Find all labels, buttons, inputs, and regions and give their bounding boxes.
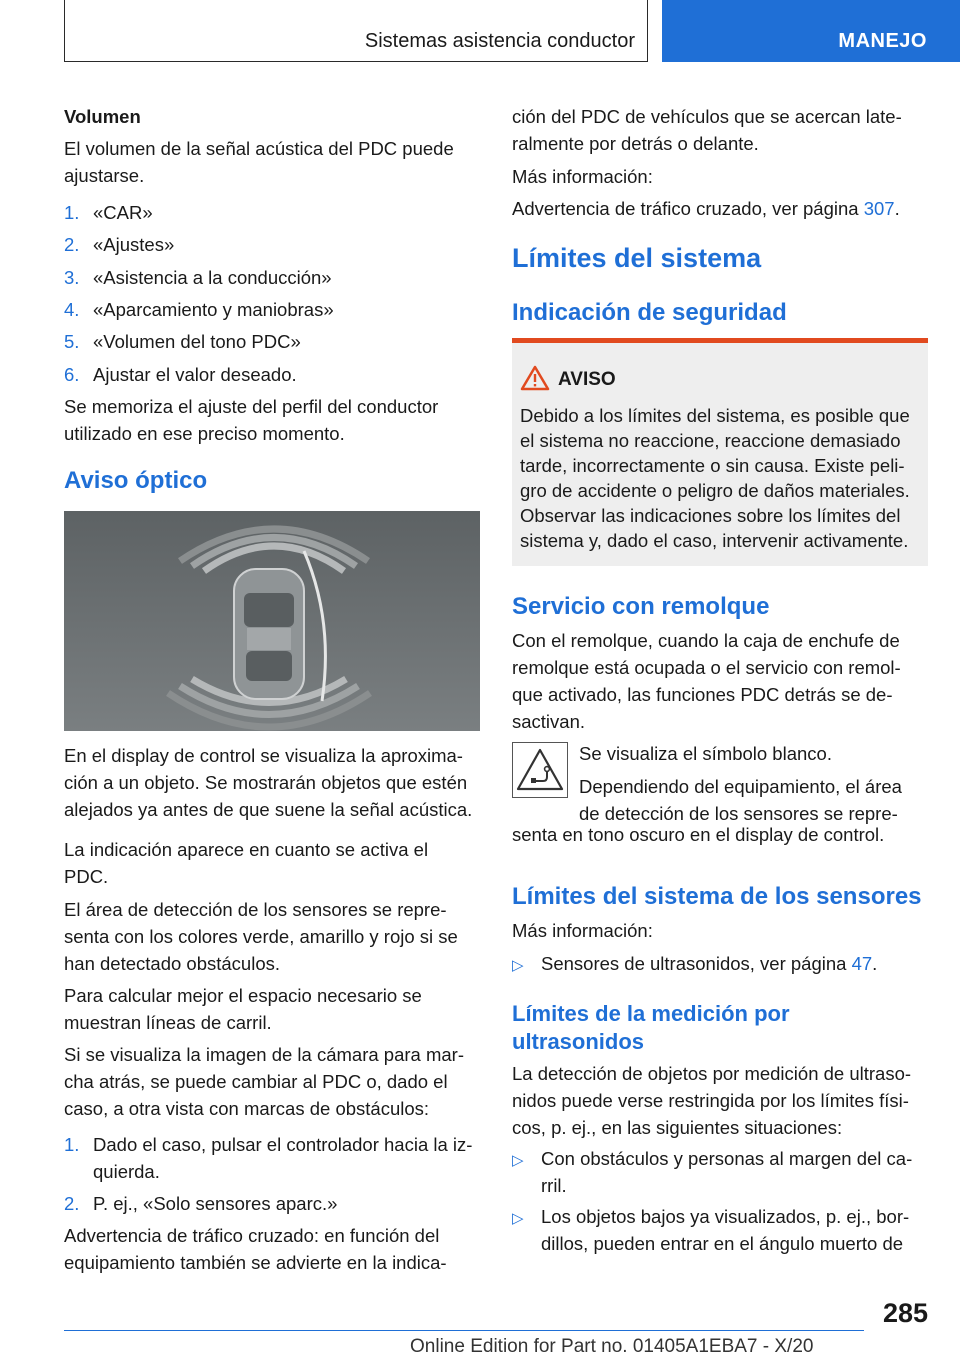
car-sensor-illustration (64, 511, 480, 731)
aviso-text-1: Debido a los límites del sistema, es posible que (520, 405, 910, 426)
trailer-symbol (512, 742, 568, 798)
aviso-text-5: Observar las indicaciones sobre los límites del (520, 505, 901, 526)
display-text-1: En el display de control se visualiza la aproxima- (64, 745, 463, 766)
heading-servicio-remolque: Servicio con remolque (512, 593, 770, 620)
aviso-text-3: tarde, incorrectamente o sin causa. Existe peli- (520, 455, 905, 476)
aviso-text-4: gro de accidente o peligro de daños materiales. (520, 480, 910, 501)
area-text-1: El área de detección de los sensores se repre- (64, 899, 447, 920)
heading-limites-sistema: Límites del sistema (512, 243, 762, 273)
list-item: ▷ Sensores de ultrasonidos, ver página 47. (512, 950, 540, 980)
section-tab-label: MANEJO (838, 30, 927, 52)
heading-limites-medicion-1: Límites de la medición por (512, 1001, 790, 1026)
rem-text-2: remolque está ocupada o el servicio con remol- (512, 657, 901, 678)
list-item: 6. Ajustar el valor deseado. (64, 364, 297, 385)
heading-indicacion-seguridad: Indicación de seguridad (512, 299, 787, 326)
aviso-text-2: el sistema no reaccione, reaccione demasiado (520, 430, 901, 451)
indic-text-2: PDC. (64, 866, 109, 887)
med-text-1: La detección de objetos por medición de ultraso- (512, 1063, 912, 1084)
page-number: 285 (882, 1298, 928, 1328)
bullet-triangle-icon: ▷ (512, 957, 524, 974)
bullet-triangle-icon: ▷ (512, 1210, 524, 1227)
bullet-triangle-icon: ▷ (512, 1152, 524, 1169)
rem-text-3: que activado, las funciones PDC detrás se de- (512, 684, 893, 705)
page-link-307[interactable]: 307 (863, 198, 895, 219)
list-item: ▷ Los objetos bajos ya visualizados, p. ej., bor- dillos, pueden entrar en el ángulo muerto de (512, 1206, 910, 1254)
list-item: 2. P. ej., «Solo sensores aparc.» (64, 1193, 338, 1214)
simbolo-text-4: senta en tono oscuro en el display de control. (512, 824, 885, 845)
simbolo-text-1: Se visualiza el símbolo blanco. (579, 743, 832, 764)
simbolo-text-3: de detección de los sensores se repre- (579, 803, 898, 824)
list-item: 2. «Ajustes» (64, 234, 175, 255)
cross-text-2: equipamiento también se advierte en la indica- (64, 1252, 447, 1273)
page-link-47[interactable]: 47 (851, 953, 873, 974)
mas-info: Más información: (512, 166, 653, 187)
calc-text-2: muestran líneas de carril. (64, 1012, 272, 1033)
heading-limites-sensores: Límites del sistema de los sensores (512, 883, 922, 910)
section-heading-aviso-optico: Aviso óptico (64, 467, 208, 494)
footer-edition: Online Edition for Part no. 01405A1EBA7 - X/20 (410, 1336, 814, 1357)
list-item: 5. «Volumen del tono PDC» (64, 331, 301, 352)
volumen-text-2: ajustarse. (64, 165, 145, 186)
aviso-text-6: sistema y, dado el caso, intervenir activamente. (520, 530, 909, 551)
area-text-2: senta con los colores verde, amarillo y rojo si se (64, 926, 458, 947)
memo-text-1: Se memoriza el ajuste del perfil del conductor (64, 396, 439, 417)
header-box (64, 0, 648, 62)
aviso-label: AVISO (558, 369, 616, 390)
warning-triangle-icon (520, 365, 550, 391)
trailer-warning-icon (513, 743, 567, 797)
indic-text-1: La indicación aparece en cuanto se activa el (64, 839, 429, 860)
rem-text-1: Con el remolque, cuando la caja de enchufe de (512, 630, 900, 651)
cross-text-1: Advertencia de tráfico cruzado: en función del (64, 1225, 440, 1246)
calc-text-1: Para calcular mejor el espacio necesario se (64, 985, 422, 1006)
cont-text-2: ralmente por detrás o delante. (512, 133, 759, 154)
display-text-3: alejados ya antes de que suene la señal acústica. (64, 799, 473, 820)
memo-text-2: utilizado en ese preciso momento. (64, 423, 345, 444)
med-text-3: cos, p. ej., en las siguientes situaciones: (512, 1117, 843, 1138)
warning-box (512, 338, 928, 566)
cont-text-1: ción del PDC de vehículos que se acercan late- (512, 106, 902, 127)
camera-text-2: cha atrás, se puede cambiar al PDC o, dado el (64, 1071, 448, 1092)
list-item: 3. «Asistencia a la conducción» (64, 267, 332, 288)
simbolo-text-2: Dependiendo del equipamiento, el área (579, 776, 902, 797)
list-item: 1. «CAR» (64, 202, 153, 223)
list-item: 1. Dado el caso, pulsar el controlador hacia la iz- quierda. (64, 1134, 473, 1182)
volumen-text-1: El volumen de la señal acústica del PDC puede (64, 138, 454, 159)
display-text-2: ción a un objeto. Se mostrarán objetos que estén (64, 772, 468, 793)
pdc-display-image (64, 511, 480, 731)
area-text-3: han detectado obstáculos. (64, 953, 280, 974)
rem-text-4: sactivan. (512, 711, 586, 732)
camera-text-3: caso, a otra vista con marcas de obstáculos: (64, 1098, 430, 1119)
section-tab[interactable] (662, 0, 960, 62)
list-item: ▷ Con obstáculos y personas al margen del ca- rril. (512, 1148, 913, 1196)
med-text-2: nidos puede verse restringida por los límites físi- (512, 1090, 909, 1111)
volumen-heading: Volumen (64, 106, 141, 127)
cross-ref: Advertencia de tráfico cruzado, ver página 307. (512, 198, 900, 219)
list-item: 4. «Aparcamiento y maniobras» (64, 299, 334, 320)
heading-limites-medicion-2: ultrasonidos (512, 1029, 645, 1054)
footer-divider (64, 1330, 864, 1331)
header-title: Sistemas asistencia conductor (364, 30, 635, 52)
mas-info-2: Más información: (512, 920, 653, 941)
camera-text-1: Si se visualiza la imagen de la cámara para mar- (64, 1044, 464, 1065)
